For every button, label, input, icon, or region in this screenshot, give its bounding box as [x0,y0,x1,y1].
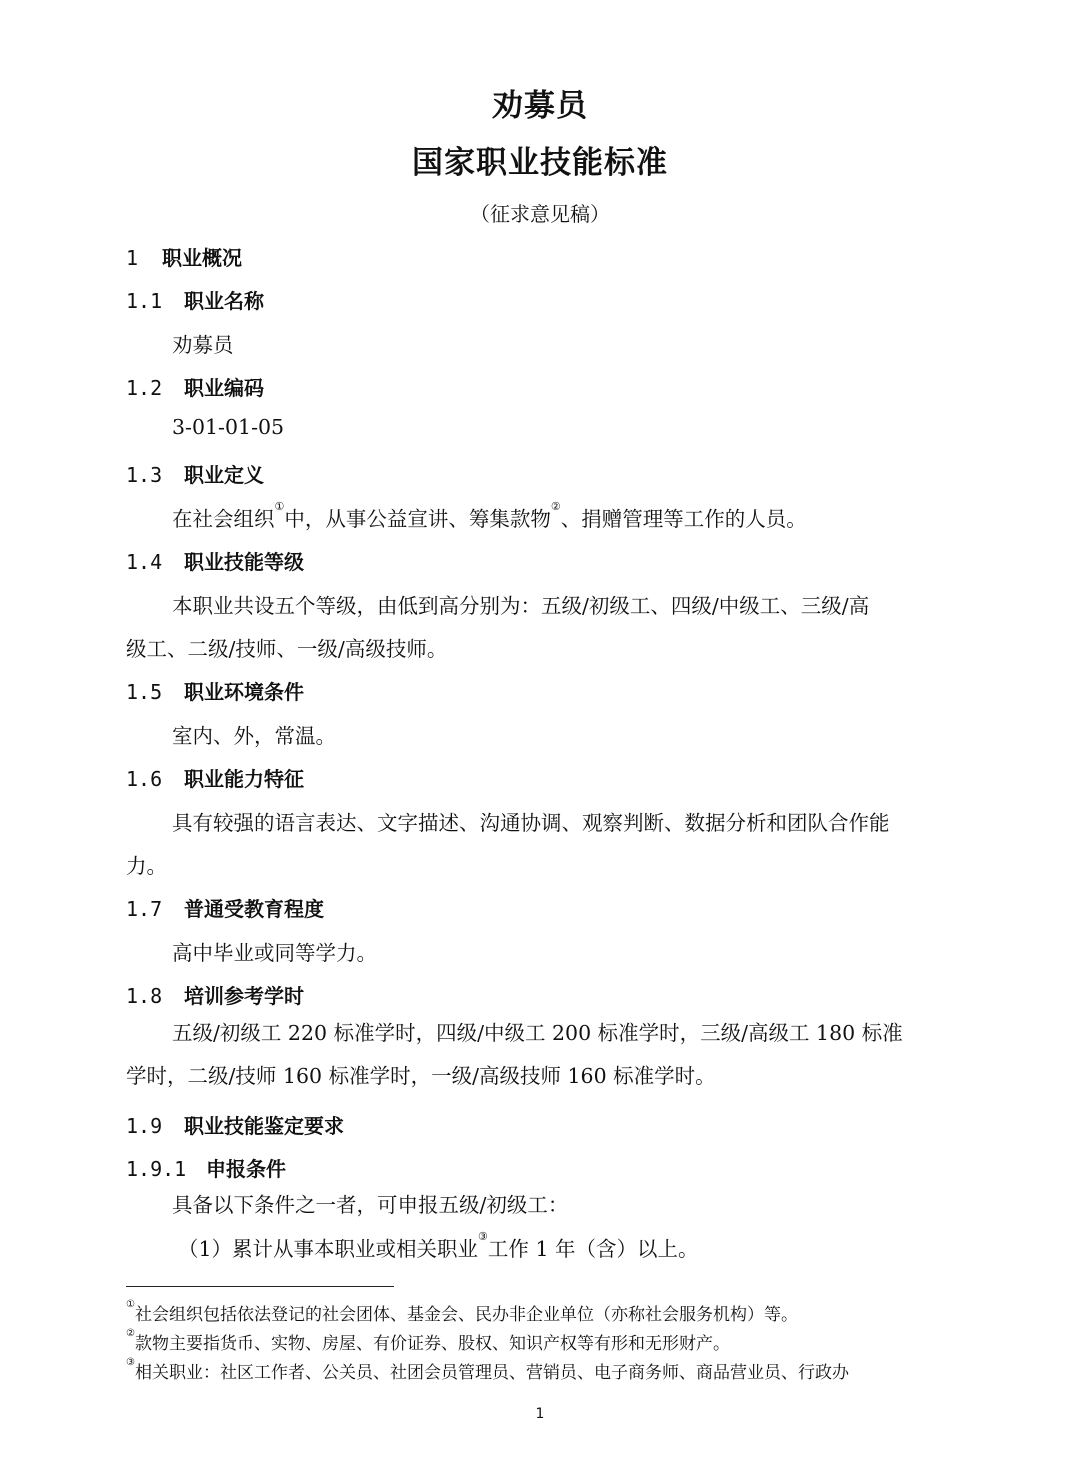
section-title: 职业环境条件 [184,680,304,704]
section-heading-1-2 [126,372,264,401]
footnote-mark: ① [126,1299,135,1310]
text-segment: （1）累计从事本职业或相关职业 [178,1237,479,1261]
section-heading-1-9-1 [126,1153,286,1182]
footnote-ref-1[interactable]: ① [274,500,285,513]
footnote-1 [126,1300,798,1325]
section-body-1-3 [172,502,807,532]
section-heading-1 [126,242,242,271]
section-body-1-8-line2: 学时，二级/技师 160 标准学时，一级/高级技师 160 标准学时。 [126,1064,716,1088]
section-body-1-7: 高中毕业或同等学力。 [172,941,377,965]
section-number: 1.2 [126,376,163,400]
section-title: 职业概况 [162,246,242,270]
footnote-text: 相关职业：社区工作者、公关员、社团会员管理员、营销员、电子商务师、商品营业员、行政办 [134,1363,849,1383]
section-title: 职业编码 [184,376,264,400]
section-title: 职业能力特征 [184,767,304,791]
section-body-1-5: 室内、外，常温。 [172,724,336,748]
section-heading-1-9 [126,1110,344,1139]
section-title: 申报条件 [206,1157,286,1181]
section-title: 职业技能鉴定要求 [184,1114,344,1138]
section-number: 1.5 [126,680,163,704]
page-number: 1 [535,1406,545,1422]
section-body-1-6-line2: 力。 [126,854,167,878]
document-title-standard: 国家职业技能标准 [412,145,668,181]
footnote-ref-2[interactable]: ② [550,500,561,513]
text-segment: 工作 1 年（含）以上。 [487,1237,699,1261]
section-heading-1-6 [126,763,304,792]
footnote-text: 款物主要指货币、实物、房屋、有价证券、股权、知识产权等有形和无形财产。 [134,1334,730,1354]
section-heading-1-8 [126,980,304,1009]
section-number: 1.6 [126,767,163,791]
section-number: 1.9 [126,1114,163,1138]
section-title: 普通受教育程度 [184,897,324,921]
section-body-1-9-1: 具备以下条件之一者，可申报五级/初级工： [172,1193,569,1217]
section-body-1-4-line2: 级工、二级/技师、一级/高级技师。 [126,637,448,661]
text-segment: 中，从事公益宣讲、筹集款物 [284,507,551,531]
section-heading-1-4 [126,546,304,575]
section-body-1-8-line1: 五级/初级工 220 标准学时，四级/中级工 200 标准学时，三级/高级工 180 标准 [172,1021,903,1045]
footnote-3 [126,1358,849,1383]
section-body-1-2: 3-01-01-05 [172,415,285,439]
document-subtitle: （征求意见稿） [470,202,610,226]
footnote-ref-3[interactable]: ③ [478,1230,488,1243]
section-title: 培训参考学时 [184,984,304,1008]
footnote-text: 社会组织包括依法登记的社会团体、基金会、民办非企业单位（亦称社会服务机构）等。 [134,1305,798,1325]
section-title: 职业定义 [184,463,264,487]
footnote-mark: ② [126,1328,135,1339]
section-number: 1.8 [126,984,163,1008]
section-body-1-1: 劝募员 [172,333,234,357]
footnote-2 [126,1329,730,1354]
text-segment: 、捐赠管理等工作的人员。 [560,507,807,531]
requirement-item-1 [178,1232,699,1262]
footnote-separator [126,1286,394,1287]
section-heading-1-3 [126,459,264,488]
section-heading-1-1 [126,285,264,314]
section-body-1-6-line1: 具有较强的语言表达、文字描述、沟通协调、观察判断、数据分析和团队合作能 [172,811,890,835]
section-body-1-4-line1: 本职业共设五个等级，由低到高分别为：五级/初级工、四级/中级工、三级/高 [172,594,870,618]
section-number: 1.7 [126,897,163,921]
footnote-mark: ③ [126,1357,135,1368]
document-title-occupation: 劝募员 [492,88,588,124]
section-heading-1-5 [126,676,304,705]
text-segment: 在社会组织 [172,507,275,531]
section-number: 1.3 [126,463,163,487]
section-number: 1.9.1 [126,1157,187,1181]
section-title: 职业技能等级 [184,550,304,574]
section-title: 职业名称 [184,289,264,313]
section-number: 1.4 [126,550,163,574]
section-number: 1.1 [126,289,163,313]
section-heading-1-7 [126,893,324,922]
section-number: 1 [126,246,139,270]
